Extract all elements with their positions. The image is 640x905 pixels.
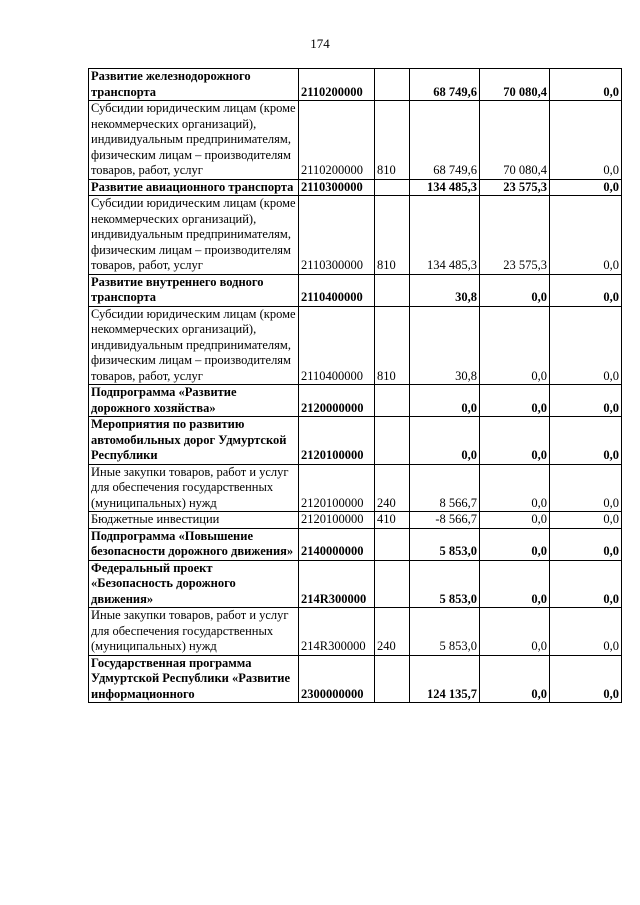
row-value-1-cell: 134 485,3 bbox=[410, 196, 480, 275]
row-value-1-cell: 68 749,6 bbox=[410, 101, 480, 180]
row-expense-type-cell bbox=[375, 417, 410, 465]
row-value-1-cell: 5 853,0 bbox=[410, 560, 480, 608]
row-value-3-cell: 0,0 bbox=[550, 306, 622, 385]
row-expense-type-cell: 240 bbox=[375, 464, 410, 512]
row-expense-type-cell: 410 bbox=[375, 512, 410, 529]
row-expense-type-cell: 810 bbox=[375, 306, 410, 385]
table-row bbox=[89, 464, 622, 512]
table-row bbox=[89, 101, 622, 180]
row-value-2-cell: 0,0 bbox=[480, 528, 550, 560]
table-row bbox=[89, 385, 622, 417]
row-code-cell: 2110300000 bbox=[299, 196, 375, 275]
row-expense-type-cell bbox=[375, 179, 410, 196]
row-value-1-cell: 5 853,0 bbox=[410, 528, 480, 560]
row-expense-type-cell bbox=[375, 69, 410, 101]
row-value-3-cell: 0,0 bbox=[550, 179, 622, 196]
row-value-2-cell: 23 575,3 bbox=[480, 179, 550, 196]
table-row bbox=[89, 560, 622, 608]
row-code-cell: 2110400000 bbox=[299, 274, 375, 306]
row-value-3-cell: 0,0 bbox=[550, 608, 622, 656]
row-value-2-cell: 70 080,4 bbox=[480, 101, 550, 180]
table-row bbox=[89, 306, 622, 385]
row-value-1-cell: 5 853,0 bbox=[410, 608, 480, 656]
row-value-1-cell: 8 566,7 bbox=[410, 464, 480, 512]
table-row bbox=[89, 512, 622, 529]
row-code-cell: 2110400000 bbox=[299, 306, 375, 385]
row-name-cell: Иные закупки товаров, работ и услуг для обеспечения государственных (муниципальных) нужд bbox=[89, 608, 299, 656]
table-row bbox=[89, 528, 622, 560]
row-value-3-cell: 0,0 bbox=[550, 464, 622, 512]
budget-table-body bbox=[89, 69, 622, 703]
row-value-1-cell: -8 566,7 bbox=[410, 512, 480, 529]
row-code-cell: 2110200000 bbox=[299, 101, 375, 180]
table-row bbox=[89, 179, 622, 196]
row-code-cell: 214R300000 bbox=[299, 608, 375, 656]
table-row bbox=[89, 417, 622, 465]
row-value-1-cell: 30,8 bbox=[410, 306, 480, 385]
row-name-cell: Мероприятия по развитию автомобильных дорог Удмуртской Республики bbox=[89, 417, 299, 465]
row-name-cell: Подпрограмма «Повышение безопасности дорожного движения» bbox=[89, 528, 299, 560]
row-name-cell: Субсидии юридическим лицам (кроме некоммерческих организаций), индивидуальным предпринимателям, физическим лицам – производителям товаров, работ, услуг bbox=[89, 101, 299, 180]
row-value-1-cell: 0,0 bbox=[410, 385, 480, 417]
row-value-3-cell: 0,0 bbox=[550, 69, 622, 101]
row-value-3-cell: 0,0 bbox=[550, 512, 622, 529]
row-code-cell: 214R300000 bbox=[299, 560, 375, 608]
row-expense-type-cell: 810 bbox=[375, 196, 410, 275]
row-value-1-cell: 68 749,6 bbox=[410, 69, 480, 101]
row-code-cell: 2140000000 bbox=[299, 528, 375, 560]
row-name-cell: Подпрограмма «Развитие дорожного хозяйства» bbox=[89, 385, 299, 417]
row-expense-type-cell: 810 bbox=[375, 101, 410, 180]
table-row bbox=[89, 655, 622, 703]
row-value-2-cell: 0,0 bbox=[480, 306, 550, 385]
table-row bbox=[89, 196, 622, 275]
row-value-2-cell: 0,0 bbox=[480, 512, 550, 529]
row-expense-type-cell bbox=[375, 655, 410, 703]
row-code-cell: 2120100000 bbox=[299, 464, 375, 512]
row-code-cell: 2120100000 bbox=[299, 512, 375, 529]
row-name-cell: Субсидии юридическим лицам (кроме некоммерческих организаций), индивидуальным предпринимателям, физическим лицам – производителям товаров, работ, услуг bbox=[89, 196, 299, 275]
row-value-1-cell: 134 485,3 bbox=[410, 179, 480, 196]
row-value-3-cell: 0,0 bbox=[550, 385, 622, 417]
row-value-2-cell: 0,0 bbox=[480, 417, 550, 465]
page-number: 174 bbox=[310, 36, 330, 51]
row-name-cell: Иные закупки товаров, работ и услуг для обеспечения государственных (муниципальных) нужд bbox=[89, 464, 299, 512]
row-value-2-cell: 0,0 bbox=[480, 560, 550, 608]
row-expense-type-cell bbox=[375, 560, 410, 608]
row-expense-type-cell bbox=[375, 528, 410, 560]
row-name-cell: Развитие железнодорожного транспорта bbox=[89, 69, 299, 101]
row-value-1-cell: 0,0 bbox=[410, 417, 480, 465]
row-value-2-cell: 0,0 bbox=[480, 385, 550, 417]
row-value-3-cell: 0,0 bbox=[550, 196, 622, 275]
row-value-2-cell: 23 575,3 bbox=[480, 196, 550, 275]
row-value-3-cell: 0,0 bbox=[550, 560, 622, 608]
row-value-3-cell: 0,0 bbox=[550, 101, 622, 180]
row-code-cell: 2300000000 bbox=[299, 655, 375, 703]
row-name-cell: Субсидии юридическим лицам (кроме некоммерческих организаций), индивидуальным предпринимателям, физическим лицам – производителям товаров, работ, услуг bbox=[89, 306, 299, 385]
row-name-cell: Бюджетные инвестиции bbox=[89, 512, 299, 529]
table-row bbox=[89, 608, 622, 656]
row-name-cell: Развитие внутреннего водного транспорта bbox=[89, 274, 299, 306]
row-value-1-cell: 124 135,7 bbox=[410, 655, 480, 703]
row-value-3-cell: 0,0 bbox=[550, 274, 622, 306]
row-code-cell: 2120000000 bbox=[299, 385, 375, 417]
row-name-cell: Федеральный проект «Безопасность дорожного движения» bbox=[89, 560, 299, 608]
budget-table bbox=[88, 68, 622, 703]
row-name-cell: Развитие авиационного транспорта bbox=[89, 179, 299, 196]
row-value-3-cell: 0,0 bbox=[550, 528, 622, 560]
row-expense-type-cell: 240 bbox=[375, 608, 410, 656]
row-value-2-cell: 0,0 bbox=[480, 655, 550, 703]
row-value-3-cell: 0,0 bbox=[550, 417, 622, 465]
table-row bbox=[89, 69, 622, 101]
row-value-2-cell: 0,0 bbox=[480, 608, 550, 656]
row-value-1-cell: 30,8 bbox=[410, 274, 480, 306]
row-expense-type-cell bbox=[375, 385, 410, 417]
row-name-cell: Государственная программа Удмуртской Республики «Развитие информационного bbox=[89, 655, 299, 703]
row-expense-type-cell bbox=[375, 274, 410, 306]
row-code-cell: 2110200000 bbox=[299, 69, 375, 101]
row-value-2-cell: 0,0 bbox=[480, 464, 550, 512]
table-row bbox=[89, 274, 622, 306]
row-code-cell: 2110300000 bbox=[299, 179, 375, 196]
row-value-2-cell: 0,0 bbox=[480, 274, 550, 306]
row-value-3-cell: 0,0 bbox=[550, 655, 622, 703]
row-code-cell: 2120100000 bbox=[299, 417, 375, 465]
row-value-2-cell: 70 080,4 bbox=[480, 69, 550, 101]
